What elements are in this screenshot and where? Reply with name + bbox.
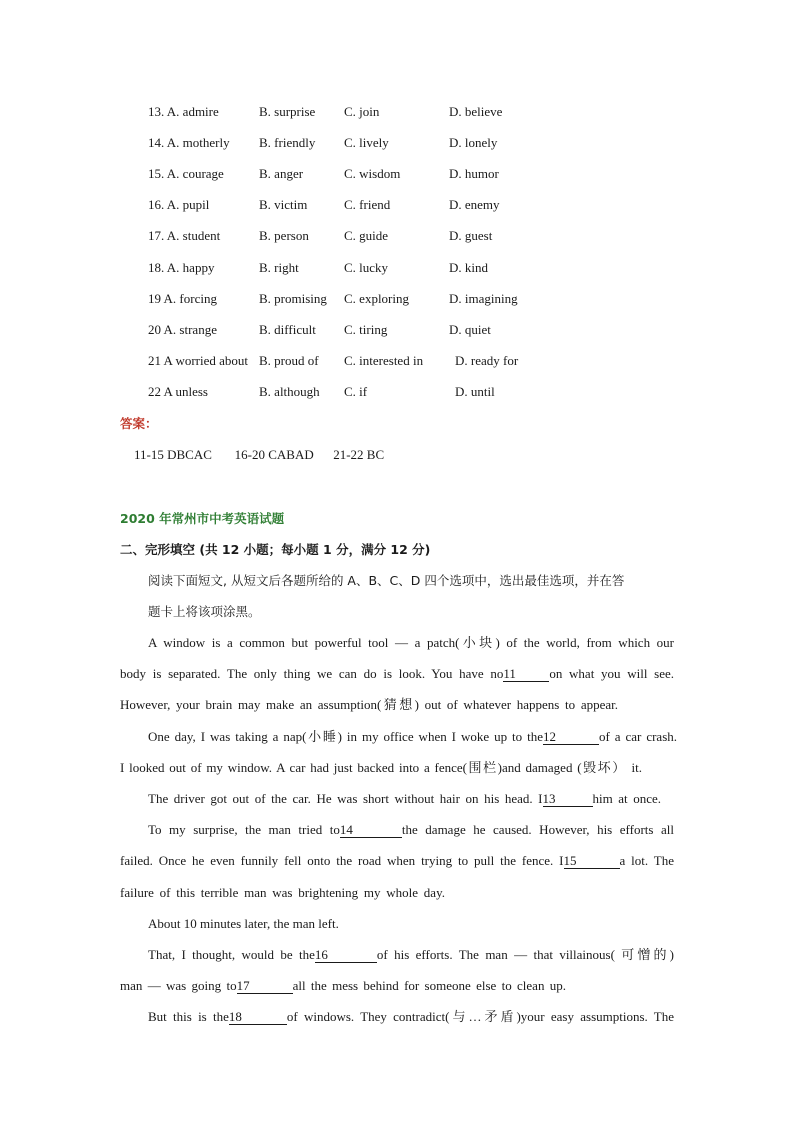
option-d: D. imagining [449, 291, 518, 306]
passage-text: him at once. [592, 791, 662, 806]
passage-text: man — was going to [120, 978, 237, 993]
answer-label: 答案： [120, 416, 158, 431]
passage-line: I looked out of my window. A car had just backed into a fence(围栏)and damaged (毁坏） it. [120, 760, 642, 775]
blank-16: 16 [315, 947, 377, 963]
instruction-line-1: 阅读下面短文, 从短文后各题所给的 A、B、C、D 四个选项中，选出最佳选项，并在答 [148, 573, 625, 588]
option-b: B. although [259, 384, 320, 399]
blank-15: 15 [564, 853, 620, 869]
option-a: 13. A. admire [148, 104, 219, 119]
passage-line [120, 852, 674, 870]
option-d: D. humor [449, 166, 499, 181]
option-a: 17. A. student [148, 228, 221, 243]
passage-line [120, 665, 674, 683]
passage-line [148, 821, 674, 839]
answer-key: 11-15 DBCAC 16-20 CABAD 21-22 BC [134, 447, 385, 462]
passage-text: of his efforts. The man — that villainous( 可憎的) [376, 947, 675, 962]
option-b: B. promising [259, 291, 327, 306]
passage-text: But this is the [148, 1009, 229, 1024]
passage-text: One day, I was taking a nap(小睡) in my office when I woke up to the [148, 729, 543, 744]
passage-text: of windows. They contradict(与…矛盾)your easy assumptions. The [286, 1009, 674, 1024]
option-d: D. believe [449, 104, 503, 119]
exam-title: 2020 年常州市中考英语试题 [120, 511, 285, 526]
passage-text: a lot. The [619, 853, 674, 868]
passage-text: failed. Once he even funnily fell onto the road when trying to pull the fence. I [120, 853, 564, 868]
blank-11: 11 [503, 666, 549, 682]
section-heading: 二、完形填空 (共 12 小题；每小题 1 分，满分 12 分) [120, 542, 431, 557]
option-b: B. victim [259, 197, 308, 212]
option-d: D. kind [449, 260, 488, 275]
passage-line [148, 1008, 674, 1026]
option-a: 19 A. forcing [148, 291, 217, 306]
option-a: 18. A. happy [148, 260, 215, 275]
passage-line [148, 790, 661, 808]
option-a: 21 A worried about [148, 353, 249, 368]
instruction-line-2: 题卡上将该项涂黑。 [148, 604, 261, 619]
option-a: 14. A. motherly [148, 135, 230, 150]
passage-text: of a car crash. [598, 729, 677, 744]
option-b: B. person [259, 228, 309, 243]
option-b: B. right [259, 260, 299, 275]
passage-text: That, I thought, would be the [148, 947, 315, 962]
option-d: D. enemy [449, 197, 500, 212]
passage-text: To my surprise, the man tried to [148, 822, 340, 837]
option-c: C. join [344, 104, 380, 119]
blank-18: 18 [229, 1009, 287, 1025]
passage-line [120, 977, 566, 995]
option-a: 20 A. strange [148, 322, 217, 337]
option-c: C. friend [344, 197, 391, 212]
passage-text: body is separated. The only thing we can do is look. You have no [120, 666, 504, 681]
blank-13: 13 [543, 791, 593, 807]
passage-line: However, your brain may make an assumption(猜想) out of whatever happens to appear. [120, 697, 618, 712]
passage-line: About 10 minutes later, the man left. [148, 916, 339, 931]
option-c: C. lively [344, 135, 389, 150]
option-d: D. ready for [455, 353, 519, 368]
option-a: 16. A. pupil [148, 197, 210, 212]
blank-17: 17 [237, 978, 293, 994]
passage-text: the damage he caused. However, his efforts all [401, 822, 674, 837]
option-c: C. guide [344, 228, 389, 243]
option-d: D. guest [449, 228, 493, 243]
option-b: B. anger [259, 166, 304, 181]
option-c: C. wisdom [344, 166, 401, 181]
option-c: C. exploring [344, 291, 409, 306]
option-c: C. tiring [344, 322, 388, 337]
passage-line [148, 946, 674, 964]
option-c: C. interested in [344, 353, 424, 368]
option-c: C. lucky [344, 260, 389, 275]
option-a: 15. A. courage [148, 166, 224, 181]
option-b: B. surprise [259, 104, 316, 119]
passage-text: on what you will see. [549, 666, 674, 681]
blank-14: 14 [340, 822, 402, 838]
passage-line: A window is a common but powerful tool — a patch(小块) of the world, from which our [148, 635, 674, 650]
option-d: D. quiet [449, 322, 491, 337]
passage-text: The driver got out of the car. He was short without hair on his head. I [148, 791, 543, 806]
option-a: 22 A unless [148, 384, 208, 399]
option-b: B. friendly [259, 135, 316, 150]
passage-line: failure of this terrible man was brightening my whole day. [120, 885, 445, 900]
passage-line [148, 728, 677, 746]
option-d: D. until [455, 384, 495, 399]
passage-text: all the mess behind for someone else to clean up. [292, 978, 567, 993]
blank-12: 12 [543, 729, 599, 745]
option-b: B. difficult [259, 322, 316, 337]
option-d: D. lonely [449, 135, 498, 150]
option-c: C. if [344, 384, 368, 399]
option-b: B. proud of [259, 353, 319, 368]
